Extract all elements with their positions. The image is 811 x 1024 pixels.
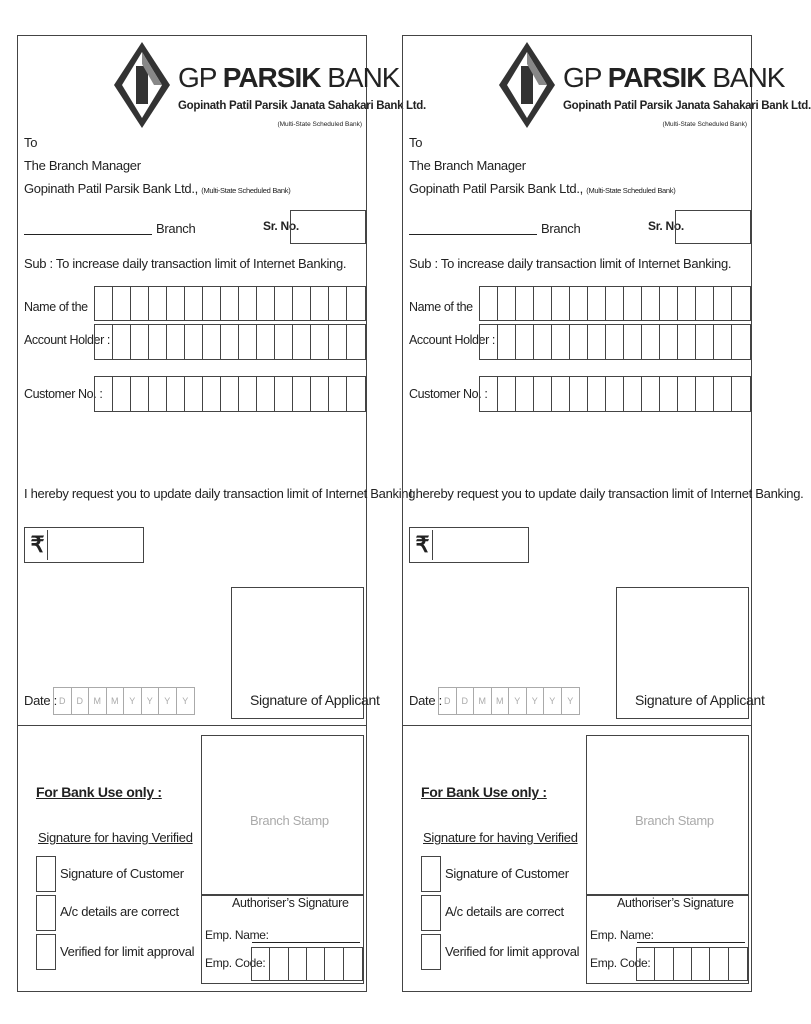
check-label-details: A/c details are correct (445, 904, 564, 919)
account-holder-name-grid-row2[interactable] (94, 324, 366, 360)
check-label-limit: Verified for limit approval (60, 944, 195, 959)
account-holder-name-grid-row2[interactable] (479, 324, 751, 360)
date-cell[interactable]: M (89, 688, 107, 714)
account-holder-name-grid-row1[interactable] (479, 286, 751, 321)
letter-to: To (24, 135, 38, 150)
bank-status-note: (Multi-State Scheduled Bank) (277, 121, 362, 128)
branch-stamp-label: Branch Stamp (635, 813, 714, 828)
applicant-signature-label: Signature of Applicant (250, 692, 380, 708)
emp-name-label: Emp. Name: (590, 928, 654, 942)
letter-recipient: The Branch Manager (409, 158, 526, 173)
name-label-line2: Account Holder : (24, 333, 111, 347)
authoriser-signature-label: Authoriser’s Signature (232, 896, 349, 910)
emp-code-label: Emp. Code: (205, 956, 266, 970)
bank-use-heading: For Bank Use only : (421, 784, 547, 800)
date-cell[interactable]: M (474, 688, 492, 714)
letter-bank-line: Gopinath Patil Parsik Bank Ltd., (Multi-State Scheduled Bank) (409, 181, 676, 196)
checkbox-limit[interactable] (421, 934, 441, 970)
customer-no-label: Customer No. : (409, 387, 488, 401)
date-cell[interactable]: M (492, 688, 510, 714)
subject-line: Sub : To increase daily transaction limit of Internet Banking. (409, 256, 732, 271)
request-statement: I hereby request you to update daily transaction limit of Internet Banking. (409, 486, 804, 501)
date-cell[interactable]: Y (527, 688, 545, 714)
date-cell[interactable]: Y (182, 696, 189, 706)
bank-use-heading: For Bank Use only : (36, 784, 162, 800)
date-grid[interactable] (438, 687, 580, 715)
bank-name: GP PARSIK BANK (563, 62, 785, 93)
emp-code-grid[interactable] (251, 947, 363, 981)
sr-no-label: Sr. No. (263, 219, 299, 233)
name-label-line1: Name of the (409, 300, 473, 314)
date-label: Date : (24, 693, 57, 708)
date-grid[interactable] (53, 687, 195, 715)
amount-field[interactable] (409, 527, 529, 563)
bank-status-note: (Multi-State Scheduled Bank) (662, 121, 747, 128)
name-label-line2: Account Holder : (409, 333, 496, 347)
emp-name-field[interactable] (252, 942, 360, 943)
branch-label: Branch (541, 221, 581, 236)
check-label-signature: Signature of Customer (60, 866, 184, 881)
name-label-line1: Name of the (24, 300, 88, 314)
bank-name: GP PARSIK BANK (178, 62, 400, 93)
date-cell[interactable]: D (439, 688, 457, 714)
branch-stamp-label: Branch Stamp (250, 813, 329, 828)
application-form-right (402, 35, 811, 992)
bank-full-name: Gopinath Patil Parsik Janata Sahakari Bank Ltd. (178, 100, 426, 112)
date-cell[interactable]: Y (509, 688, 527, 714)
rupee-icon: ₹ (413, 530, 433, 560)
request-statement: I hereby request you to update daily transaction limit of Internet Banking. (24, 486, 419, 501)
date-cell[interactable]: Y (124, 688, 142, 714)
verified-heading: Signature for having Verified (423, 830, 578, 845)
sr-no-field[interactable] (290, 210, 366, 244)
customer-no-label: Customer No. : (24, 387, 103, 401)
branch-field[interactable] (24, 234, 152, 235)
customer-no-grid[interactable] (94, 376, 366, 412)
customer-no-grid[interactable] (479, 376, 751, 412)
application-form-left (17, 35, 426, 992)
checkbox-details[interactable] (421, 895, 441, 931)
bank-logo-icon (114, 42, 170, 128)
date-cell[interactable]: D (457, 688, 475, 714)
bank-full-name: Gopinath Patil Parsik Janata Sahakari Bank Ltd. (563, 100, 811, 112)
emp-name-label: Emp. Name: (205, 928, 269, 942)
date-cell[interactable]: Y (142, 688, 160, 714)
branch-label: Branch (156, 221, 196, 236)
letter-to: To (409, 135, 423, 150)
check-label-details: A/c details are correct (60, 904, 179, 919)
letter-bank-line: Gopinath Patil Parsik Bank Ltd., (Multi-State Scheduled Bank) (24, 181, 291, 196)
date-cell[interactable]: Y (567, 696, 574, 706)
checkbox-limit[interactable] (36, 934, 56, 970)
sr-no-label: Sr. No. (648, 219, 684, 233)
checkbox-signature[interactable] (421, 856, 441, 892)
amount-field[interactable] (24, 527, 144, 563)
check-label-limit: Verified for limit approval (445, 944, 580, 959)
sr-no-field[interactable] (675, 210, 751, 244)
branch-field[interactable] (409, 234, 537, 235)
bank-logo-icon (499, 42, 555, 128)
emp-code-label: Emp. Code: (590, 956, 651, 970)
account-holder-name-grid-row1[interactable] (94, 286, 366, 321)
check-label-signature: Signature of Customer (445, 866, 569, 881)
checkbox-signature[interactable] (36, 856, 56, 892)
rupee-icon: ₹ (28, 530, 48, 560)
date-cell[interactable]: M (107, 688, 125, 714)
section-divider (18, 725, 366, 726)
date-label: Date : (409, 693, 442, 708)
emp-name-field[interactable] (637, 942, 745, 943)
letter-recipient: The Branch Manager (24, 158, 141, 173)
emp-code-grid[interactable] (636, 947, 748, 981)
checkbox-details[interactable] (36, 895, 56, 931)
applicant-signature-label: Signature of Applicant (635, 692, 765, 708)
authoriser-signature-label: Authoriser’s Signature (617, 896, 734, 910)
date-cell[interactable]: D (72, 688, 90, 714)
date-cell[interactable]: Y (159, 688, 177, 714)
date-cell[interactable]: Y (544, 688, 562, 714)
date-cell[interactable]: D (54, 688, 72, 714)
subject-line: Sub : To increase daily transaction limit of Internet Banking. (24, 256, 347, 271)
verified-heading: Signature for having Verified (38, 830, 193, 845)
section-divider (403, 725, 751, 726)
